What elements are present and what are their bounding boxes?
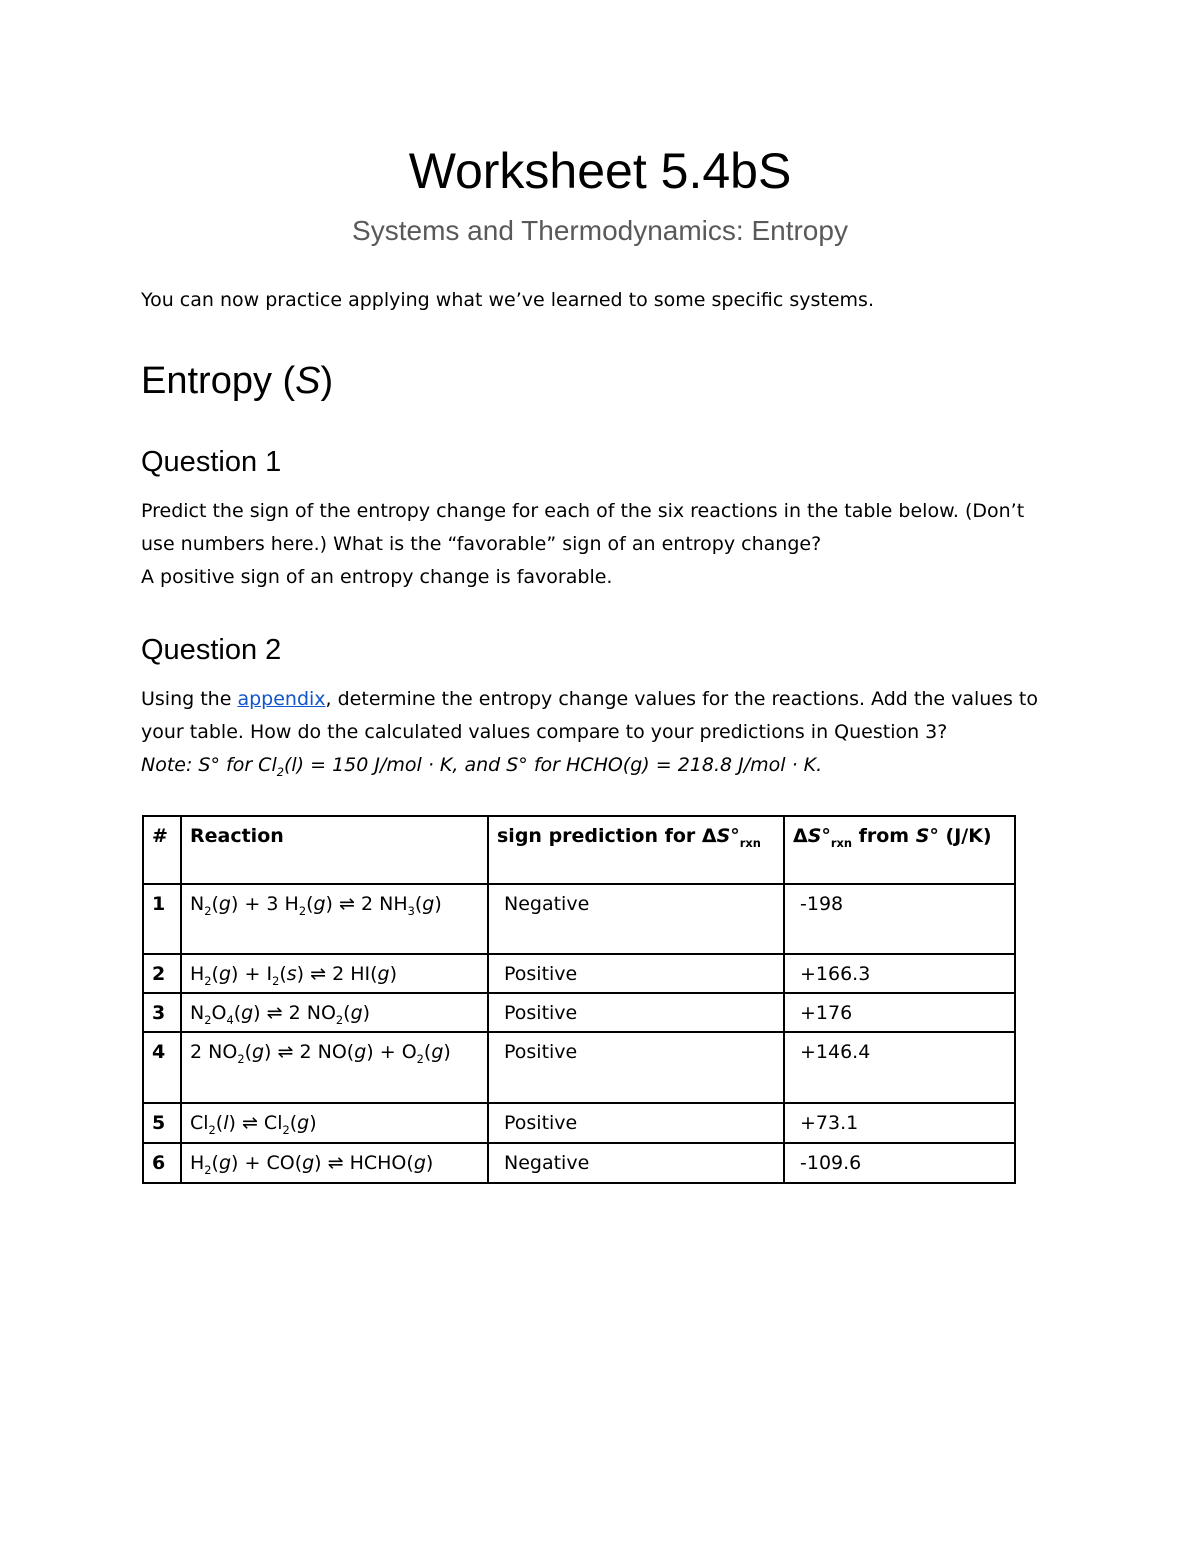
chem-subscript: 2 [204, 973, 212, 988]
question-2-prompt-rest: , determine the entropy change values for the reactions. Add the values to your table. How do the calculated values compare to your predictions in Question 3? [141, 688, 1039, 743]
page-subtitle: Systems and Thermodynamics: Entropy [352, 215, 848, 246]
chem-subscript: 2 [204, 1012, 212, 1027]
question-2-prompt [141, 683, 1061, 749]
chem-fragment: g [218, 893, 231, 915]
chem-fragment: HCHO [349, 1152, 407, 1174]
question-1-text [141, 495, 1061, 594]
chem-subscript: 4 [226, 1012, 234, 1027]
table-row [143, 884, 1015, 954]
chem-fragment: 2 [332, 963, 351, 985]
chem-fragment: ) [228, 1112, 236, 1134]
section-heading-symbol: S [295, 360, 321, 402]
reaction-equation [181, 954, 488, 993]
chem-fragment: H [190, 963, 205, 985]
table-row [143, 1103, 1015, 1143]
chem-fragment: ⇌ [321, 1152, 350, 1174]
chem-fragment: + [238, 1152, 267, 1174]
chem-fragment: O [211, 1002, 227, 1024]
chem-subscript: 2 [204, 903, 212, 918]
chem-fragment: ( [215, 1112, 224, 1134]
chem-fragment: ⇌ [304, 963, 333, 985]
chem-fragment: g [313, 893, 326, 915]
table-row [143, 954, 1015, 993]
chem-fragment: g [218, 1152, 232, 1174]
row-number: 2 [143, 954, 181, 993]
chem-fragment: ) [434, 893, 442, 915]
chem-fragment: ) [309, 1112, 317, 1134]
chem-fragment: ) [230, 893, 239, 915]
row-number: 1 [143, 884, 181, 954]
table-row [143, 993, 1015, 1032]
chem-fragment: 2 [190, 1041, 209, 1063]
reaction-equation [181, 1103, 488, 1143]
header-value-symbol2: S° [915, 825, 939, 847]
header-sign-sub: rxn [739, 835, 761, 850]
chem-subscript: 2 [298, 903, 307, 918]
chem-fragment: ( [233, 1002, 242, 1024]
intro-paragraph: You can now practice applying what we’ve learned to some specific systems. [141, 289, 874, 311]
chem-fragment: ) [362, 1002, 371, 1024]
reaction-equation [181, 1032, 488, 1103]
table-row [143, 1143, 1015, 1183]
chem-subscript: 2 [237, 1051, 245, 1066]
chem-fragment: ) [264, 1041, 272, 1063]
chem-fragment: + [373, 1041, 402, 1063]
chem-fragment: g [297, 1112, 310, 1134]
chem-fragment: N [190, 893, 205, 915]
chem-fragment: ) [389, 963, 397, 985]
chem-fragment: ( [211, 893, 219, 915]
chem-fragment: ) [296, 963, 305, 985]
chem-fragment: CO [266, 1152, 295, 1174]
chem-fragment: H [190, 1152, 205, 1174]
chem-fragment: ) [425, 1152, 434, 1174]
chem-subscript: 2 [416, 1051, 424, 1066]
entropy-value: +166.3 [784, 954, 1015, 993]
chem-subscript: 2 [204, 1162, 212, 1177]
chem-fragment: g [251, 1041, 265, 1063]
chem-subscript: 2 [208, 1122, 216, 1137]
chem-fragment: ) [253, 1002, 261, 1024]
entropy-table [142, 815, 1016, 1184]
question-1-prompt: Predict the sign of the entropy change for each of the six reactions in the table below. (Don’t use numbers here.) What is the “favorable” sign of an entropy change? [141, 500, 1025, 555]
chem-fragment: ⇌ [271, 1041, 300, 1063]
appendix-link[interactable]: appendix [237, 688, 326, 710]
page-title: Worksheet 5.4bS [408, 143, 792, 199]
row-number: 5 [143, 1103, 181, 1143]
question-1-answer: A positive sign of an entropy change is favorable. [141, 566, 613, 588]
header-value-sub: rxn [830, 835, 852, 850]
chem-fragment: 3 [266, 893, 285, 915]
entropy-value: +176 [784, 993, 1015, 1032]
chem-fragment: NO [208, 1041, 238, 1063]
header-value-symbol: S° [807, 825, 831, 847]
chem-fragment: ( [211, 963, 219, 985]
table-row [143, 1032, 1015, 1103]
chem-fragment: ⇌ [235, 1112, 264, 1134]
chem-fragment: ( [289, 1112, 298, 1134]
chem-fragment: g [422, 893, 435, 915]
chem-fragment: g [377, 963, 390, 985]
chem-fragment: ) [231, 963, 239, 985]
chem-fragment: Cl [263, 1112, 283, 1134]
header-sign-text: sign prediction for Δ [497, 825, 717, 847]
question-2-prompt-start: Using the [141, 688, 238, 710]
entropy-value: +146.4 [784, 1032, 1015, 1103]
reaction-equation [181, 884, 488, 954]
chem-fragment: ( [294, 1152, 303, 1174]
sign-prediction: Positive [488, 954, 784, 993]
chem-fragment: 2 [288, 1002, 307, 1024]
chem-fragment: NH [379, 893, 408, 915]
chem-fragment: O [401, 1041, 417, 1063]
header-reaction: Reaction [181, 816, 488, 884]
header-value-from: from [851, 825, 916, 847]
chem-fragment: + [238, 893, 267, 915]
chem-fragment: ( [306, 893, 314, 915]
chem-fragment: g [302, 1152, 315, 1174]
header-entropy-value [784, 816, 1015, 884]
chem-fragment: ) [443, 1041, 451, 1063]
chem-fragment: g [218, 963, 232, 985]
chem-subscript: 2 [282, 1122, 290, 1137]
note-rest: (l) = 150 J/mol · K, and S° for HCHO(g) = 218.8 J/mol · K. [283, 754, 823, 776]
chem-fragment: ⇌ [260, 1002, 289, 1024]
chem-fragment: 2 [299, 1041, 318, 1063]
chem-fragment: ) [325, 893, 333, 915]
sign-prediction: Positive [488, 1032, 784, 1103]
question-1-heading: Question 1 [141, 446, 282, 478]
question-2-text [141, 683, 1061, 782]
chem-subscript: 2 [335, 1012, 344, 1027]
row-number: 6 [143, 1143, 181, 1183]
section-heading-entropy [141, 357, 333, 405]
chem-fragment: g [354, 1041, 367, 1063]
entropy-value: -109.6 [784, 1143, 1015, 1183]
row-number: 4 [143, 1032, 181, 1103]
header-value-units: (J/K) [938, 825, 992, 847]
header-sign-prediction [488, 816, 784, 884]
chem-fragment: ( [211, 1152, 219, 1174]
chem-fragment: g [350, 1002, 363, 1024]
question-2-heading: Question 2 [141, 634, 282, 666]
chem-fragment: ( [406, 1152, 414, 1174]
chem-fragment: HI [350, 963, 371, 985]
chem-fragment: ) [314, 1152, 322, 1174]
header-value-delta: Δ [793, 825, 808, 847]
chem-subscript: 2 [272, 973, 280, 988]
chem-fragment: H [284, 893, 299, 915]
sign-prediction: Positive [488, 993, 784, 1032]
chem-fragment: ( [370, 963, 378, 985]
row-number: 3 [143, 993, 181, 1032]
chem-fragment: ( [414, 893, 423, 915]
chem-fragment: N [190, 1002, 205, 1024]
chem-fragment: ( [346, 1041, 355, 1063]
header-sign-symbol: S° [716, 825, 740, 847]
note-subscript: 2 [276, 764, 284, 779]
question-2-note [141, 749, 1061, 782]
entropy-value: +73.1 [784, 1103, 1015, 1143]
chem-fragment: ) [231, 1152, 239, 1174]
chem-fragment: 2 [360, 893, 380, 915]
chem-fragment: g [241, 1002, 254, 1024]
reaction-equation [181, 993, 488, 1032]
chem-fragment: + [238, 963, 267, 985]
reaction-equation [181, 1143, 488, 1183]
sign-prediction: Negative [488, 1143, 784, 1183]
chem-fragment: ( [343, 1002, 351, 1024]
note-prefix: Note: S° for Cl [141, 754, 277, 776]
section-heading-close: ) [320, 360, 334, 402]
header-num: # [143, 816, 181, 884]
chem-fragment: NO [306, 1002, 336, 1024]
chem-subscript: 3 [407, 903, 415, 918]
chem-fragment: s [286, 963, 297, 985]
table-header-row [143, 816, 1015, 884]
sign-prediction: Positive [488, 1103, 784, 1143]
chem-fragment: g [413, 1152, 426, 1174]
chem-fragment: ( [423, 1041, 432, 1063]
chem-fragment: ⇌ [332, 893, 361, 915]
chem-fragment: NO [317, 1041, 347, 1063]
chem-fragment: ( [244, 1041, 252, 1063]
chem-fragment: ) [366, 1041, 374, 1063]
chem-fragment: Cl [190, 1112, 209, 1134]
chem-fragment: g [431, 1041, 444, 1063]
chem-fragment: l [223, 1112, 229, 1134]
sign-prediction: Negative [488, 884, 784, 954]
section-heading-text: Entropy ( [141, 360, 296, 402]
chem-fragment: ( [279, 963, 287, 985]
chem-fragment: I [266, 963, 273, 985]
entropy-value: -198 [784, 884, 1015, 954]
